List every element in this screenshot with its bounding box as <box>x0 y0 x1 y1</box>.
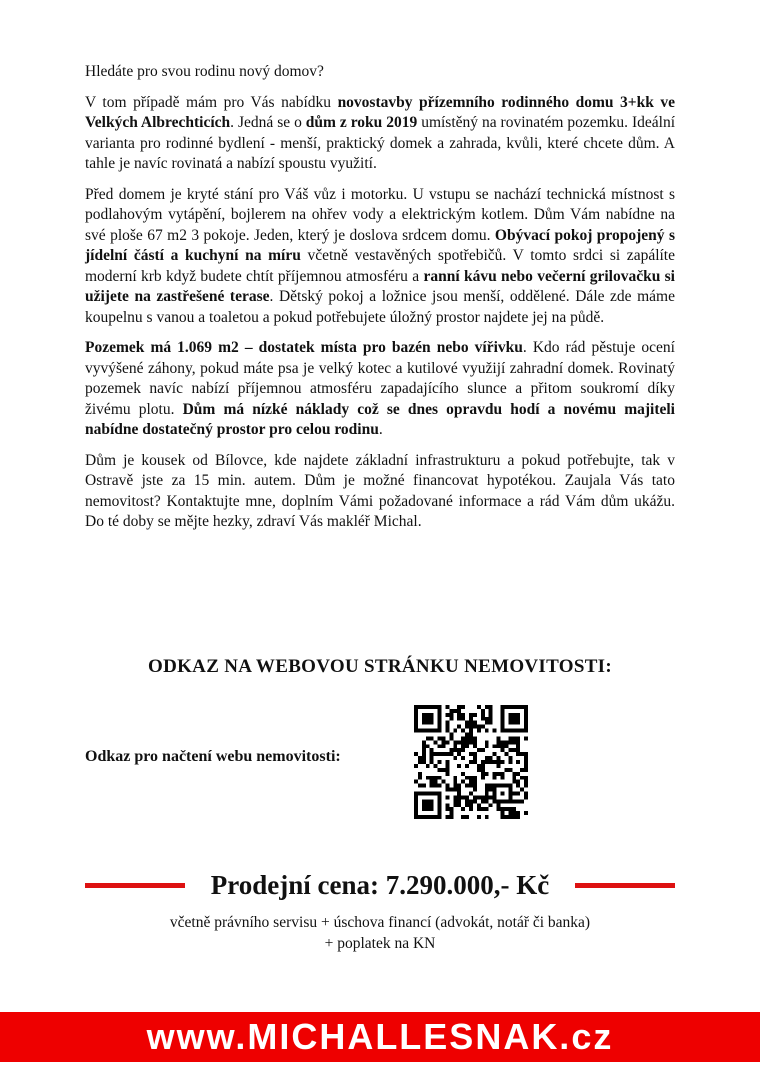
paragraph: Hledáte pro svou rodinu nový domov? <box>85 63 324 80</box>
price-text: Prodejní cena: 7.290.000,- Kč <box>210 869 550 900</box>
price-rule-left-icon <box>85 883 185 888</box>
price-note-line2: + poplatek na KN <box>324 935 436 952</box>
footer-banner <box>0 1012 760 1062</box>
price-row <box>0 864 760 906</box>
paragraph: V tom případě mám pro Vás nabídku novostavby přízemního rodinného domu 3+kk ve Velkých Albrechticích. Jedná se o dům z roku 2019 umístěný na rovinatém pozemku. Ideální varianta pro rodinné bydlení - menší, praktický domek a zahrada, kvůli, které chcete dům. A tahle je navíc rovinatá a nabízí spoustu využití. <box>85 93 675 172</box>
price-notes <box>0 912 760 954</box>
paragraph: Pozemek má 1.069 m2 – dostatek místa pro bazén nebo vířivku. Kdo rád pěstuje ocení vyvýšené záhony, pokud máte psa je velký kotec a kutilové využijí zahradní domek. Rovinatý pozemek navíc nabízí příjemnou atmosféru zapadajícího slunce a přitom soukromí díky živému plotu. Dům má nízké náklady což se dnes opravdu hodí a novému majiteli nabídne dostatečný prostor pro celou rodinu. <box>85 339 675 438</box>
footer-website-link[interactable]: www.MICHALLESNAK.cz <box>146 1016 614 1057</box>
paragraph: Před domem je kryté stání pro Váš vůz i motorku. U vstupu se nachází technická místnost s podlahovým vytápění, bojlerem na ohřev vody a elektrickým kotlem. Dům Vám nabídne na své ploše 67 m2 3 pokoje. Jeden, který je doslova srdcem domu. Obývací pokoj propojený s jídelní částí a kuchyní na míru včetně vestavěných spotřebičů. V tomto srdci si zapálíte moderní krb když budete chtít příjemnou atmosféru a ranní kávu nebo večerní grilovačku si užijete na zastřešené terase. Dětský pokoj a ložnice jsou menší, oddělené. Dále zde máme koupelnu s vanou a toaletou a pokud potřebujete úložný prostor najdete jej na půdě. <box>85 185 675 326</box>
price-note-line1: včetně právního servisu + úschova financí (advokát, notář či banka) <box>169 914 591 931</box>
listing-description <box>85 62 675 543</box>
qr-label: Odkaz pro načtení webu nemovitosti: <box>85 748 341 765</box>
price-rule-right-icon <box>575 883 675 888</box>
link-section-heading: ODKAZ NA WEBOVOU STRÁNKU NEMOVITOSTI: <box>148 656 612 677</box>
paragraph: Dům je kousek od Bílovce, kde najdete základní infrastrukturu a pokud potřebujte, tak v Ostravě jste za 15 min. autem. Dům je možné financovat hypotékou. Zaujala Vás tato nemovitost? Kontaktujte mne, doplním Vámi požadované informace a rád Vám dům ukážu. Do té doby se mějte hezky, zdraví Vás makléř Michal. <box>85 451 675 530</box>
qr-code-icon <box>414 705 528 819</box>
